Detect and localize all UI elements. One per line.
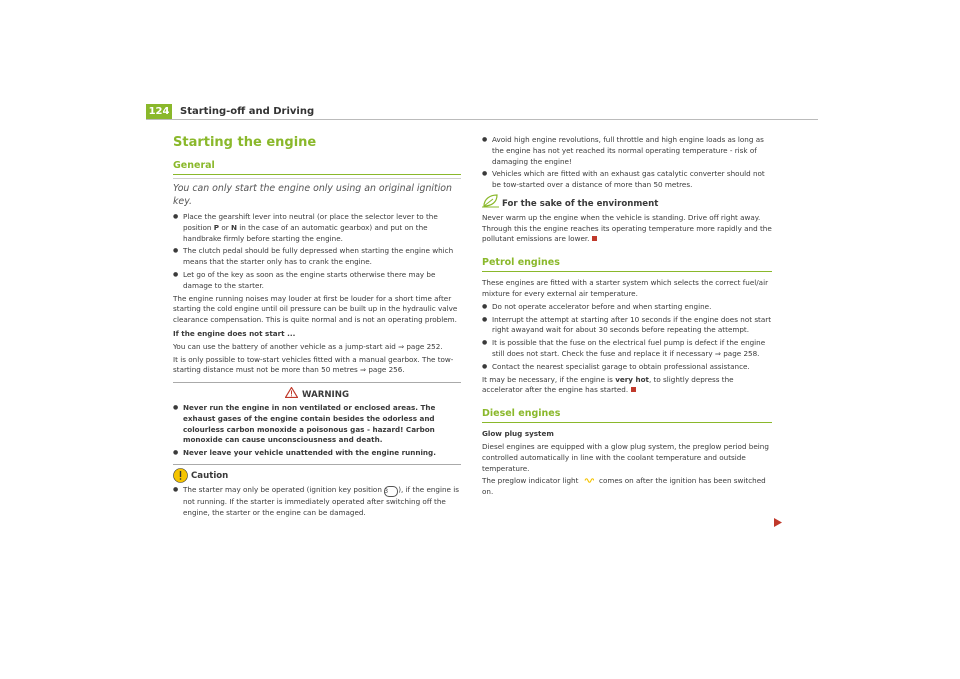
preglow-a: The preglow indicator light (482, 476, 581, 486)
caution1-b: ), if the engine is not running. If the starter is immediately operated after switching off the engine, the starter or the engine can be damaged. (183, 484, 459, 517)
caution1-a: The starter may only be operated (ignition key position (183, 484, 385, 494)
petrol-heading: Petrol engines (482, 257, 772, 272)
list-item: ● Contact the nearest specialist garage to obtain professional assistance. (482, 362, 772, 373)
header-rule (146, 119, 818, 120)
glow-plug-subheading: Glow plug system (482, 429, 554, 439)
warning-title: WARNING (302, 390, 349, 401)
environment-text-row (482, 213, 772, 245)
subheading-not-start: If the engine does not start ... (173, 328, 296, 338)
continue-arrow-icon (774, 518, 782, 527)
paragraph-tow: It is only possible to tow-start vehicles fitted with a manual gearbox. The tow-starting distance must not be more than 50 metres ⇒ page 256. (173, 354, 454, 375)
list-item: ● Let go of the key as soon as the engine starts otherwise there may be damage to the starter. (173, 270, 461, 292)
list-item (173, 212, 461, 244)
list-item: ● Do not operate accelerator before and when starting engine. (482, 302, 772, 313)
diesel-text: Diesel engines are equipped with a glow plug system, the preglow period being controlled automatically in line with the coolant temperature and outside temperature. (482, 441, 769, 473)
bullet1-or: or (219, 222, 231, 232)
general-heading: General (173, 160, 461, 175)
caution-item (173, 485, 461, 519)
preglow-row (482, 476, 772, 498)
key-n: N (230, 222, 237, 232)
petrol-intro: These engines are fitted with a starter system which selects the correct fuel/air mixture for every external air temperature. (482, 278, 769, 298)
environment-text: Never warm up the engine when the vehicle is standing. Drive off right away. Through this the engine reaches its operating temperature more rapidly and the pollutant emissions are lower. (482, 212, 772, 244)
list-item: ● Vehicles which are fitted with an exhaust gas catalytic converter should not be tow-started over a distance of more than 50 metres. (482, 169, 772, 191)
warning-box (173, 382, 461, 465)
environment-title-row (482, 199, 772, 210)
petrol-hot-row (482, 375, 772, 397)
ignition-position-badge: 3 (384, 486, 398, 497)
bullet1-a: Place the gearshift lever into neutral (or place the selector lever to the position (183, 212, 438, 232)
environment-title: For the sake of the environment (502, 198, 659, 209)
warning-title-row (173, 387, 461, 401)
paragraph-battery: You can use the battery of another vehicle as a jump-start aid ⇒ page 252. (173, 341, 443, 351)
caution-title: Caution (191, 470, 229, 481)
list-item: ● The clutch pedal should be fully depressed when starting the engine which means that the starter only has to crank the engine. (173, 246, 461, 268)
key-p: P (213, 222, 220, 232)
running-title: Starting-off and Driving (180, 106, 315, 117)
section-end-marker (592, 236, 597, 241)
list-item: ● It is possible that the fuse on the electrical fuel pump is defect if the engine still does not start. Check the fuse and replace it if necessary ⇒ page 258. (482, 338, 772, 360)
petrol-hot-a: It may be necessary, if the engine is (482, 374, 616, 384)
list-item: ● Interrupt the attempt at starting after 10 seconds if the engine does not start right awayand wait for about 30 seconds before repeating the attempt. (482, 315, 772, 337)
diesel-heading: Diesel engines (482, 408, 772, 423)
preglow-coil-icon (584, 477, 594, 484)
petrol-hot-bold: very hot (615, 374, 649, 384)
section-title: Starting the engine (173, 135, 317, 150)
caution-icon (173, 468, 188, 483)
bullet1-b: in the case of an automatic gearbox) and put on the handbrake firmly before starting the engine. (183, 222, 428, 243)
left-column (173, 135, 461, 520)
intro-text: You can only start the engine only using an original ignition key. (173, 178, 461, 208)
preglow-b: comes on after the ignition has been switched on. (482, 476, 766, 497)
environment-leaf-icon (482, 194, 499, 208)
warning-item: ● Never leave your vehicle unattended with the engine running. (173, 448, 461, 459)
warning-item: ● Never run the engine in non ventilated or enclosed areas. The exhaust gases of the engine contain besides the odorless and colourless carbon monoxide a poisonous gas - hazard! Carbon monoxide can cause unconsciousness and death. (173, 403, 461, 446)
petrol-hot-b: , to slightly depress the accelerator after the engine has started. (482, 374, 734, 395)
right-column (482, 135, 772, 500)
warning-triangle-icon (285, 387, 298, 398)
page-number: 124 (146, 104, 172, 120)
list-item: ● Avoid high engine revolutions, full throttle and high engine loads as long as the engine has not yet reached its normal operating temperature - risk of damaging the engine! (482, 135, 772, 167)
section-end-marker (631, 387, 636, 392)
caution-title-row (173, 471, 461, 482)
paragraph-noise: The engine running noises may louder at first be louder for a short time after starting the cold engine until oil pressure can be built up in the hydraulic valve clearance compensation. This is quite normal and is not an operating problem. (173, 293, 458, 325)
